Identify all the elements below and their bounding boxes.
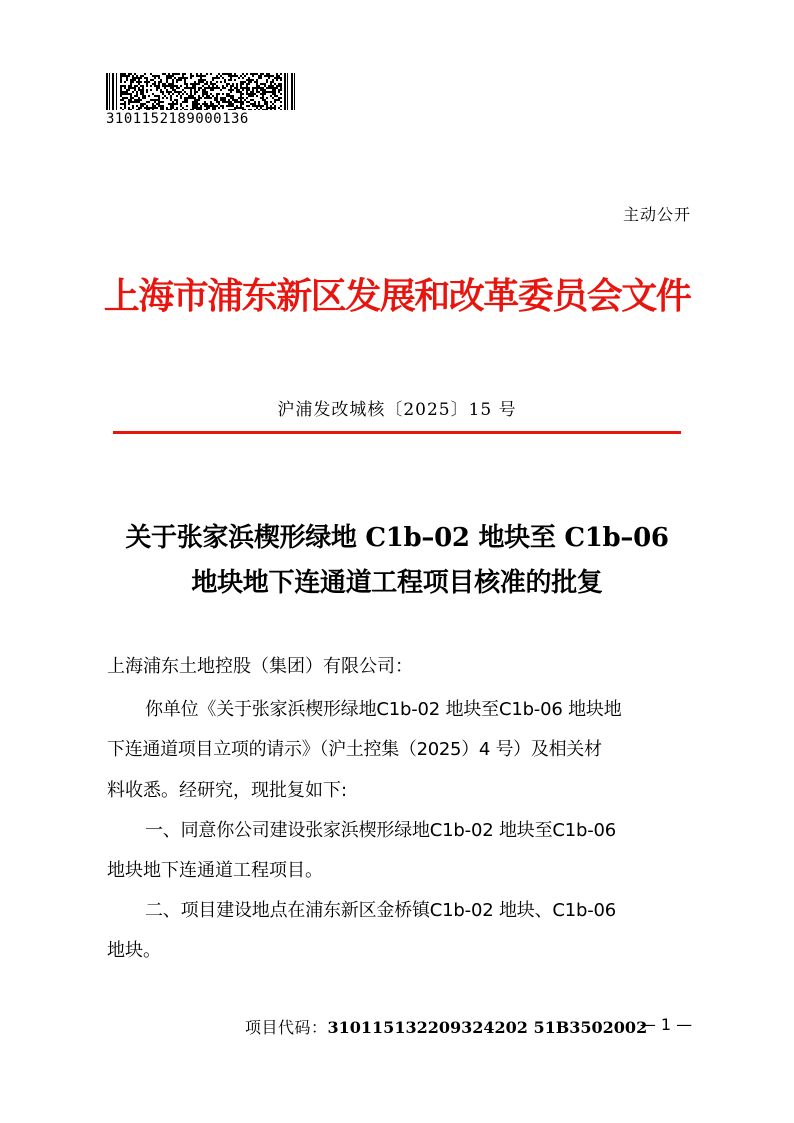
red-divider-line (113, 431, 681, 434)
disclosure-label: 主动公开 (622, 205, 691, 224)
document-title-line-1: 关于张家浜楔形绿地 C1b–02 地块至 C1b–06 (125, 523, 669, 553)
page-number: — 1 — (639, 1015, 693, 1034)
paragraph-1-line-1: 你单位《关于张家浜楔形绿地C1b-02 地块至C1b-06 地块地 (145, 699, 622, 720)
document-number: 沪浦发改城核〔2025〕15 号 (277, 400, 517, 420)
barcode-number: 3101152189000136 (106, 111, 249, 127)
paragraph-1-line-2: 下连通道项目立项的请示》（沪土控集（2025）4 号）及相关材 (107, 739, 602, 760)
project-code-label: 项目代码： (245, 1018, 328, 1037)
item-1-line-2: 地块地下连通道工程项目。 (107, 860, 323, 881)
addressee: 上海浦东土地控股（集团）有限公司： (107, 656, 413, 677)
project-code-value: 310115132209324202 51B3502002 (327, 1018, 648, 1037)
item-2-line-2: 地块。 (107, 940, 161, 961)
item-2-line-1: 二、项目建设地点在浦东新区金桥镇C1b-02 地块、C1b-06 (145, 900, 617, 921)
item-1-line-1: 一、同意你公司建设张家浜楔形绿地C1b-02 地块至C1b-06 (145, 820, 617, 841)
document-title-line-2: 地块地下连通道工程项目核准的批复 (191, 568, 603, 598)
barcode-image (106, 73, 296, 110)
project-code (245, 1015, 647, 1038)
paragraph-1-line-3: 料收悉。经研究，现批复如下: (107, 780, 348, 801)
issuer-header: 上海市浦东新区发展和改革委员会文件 (103, 275, 691, 317)
